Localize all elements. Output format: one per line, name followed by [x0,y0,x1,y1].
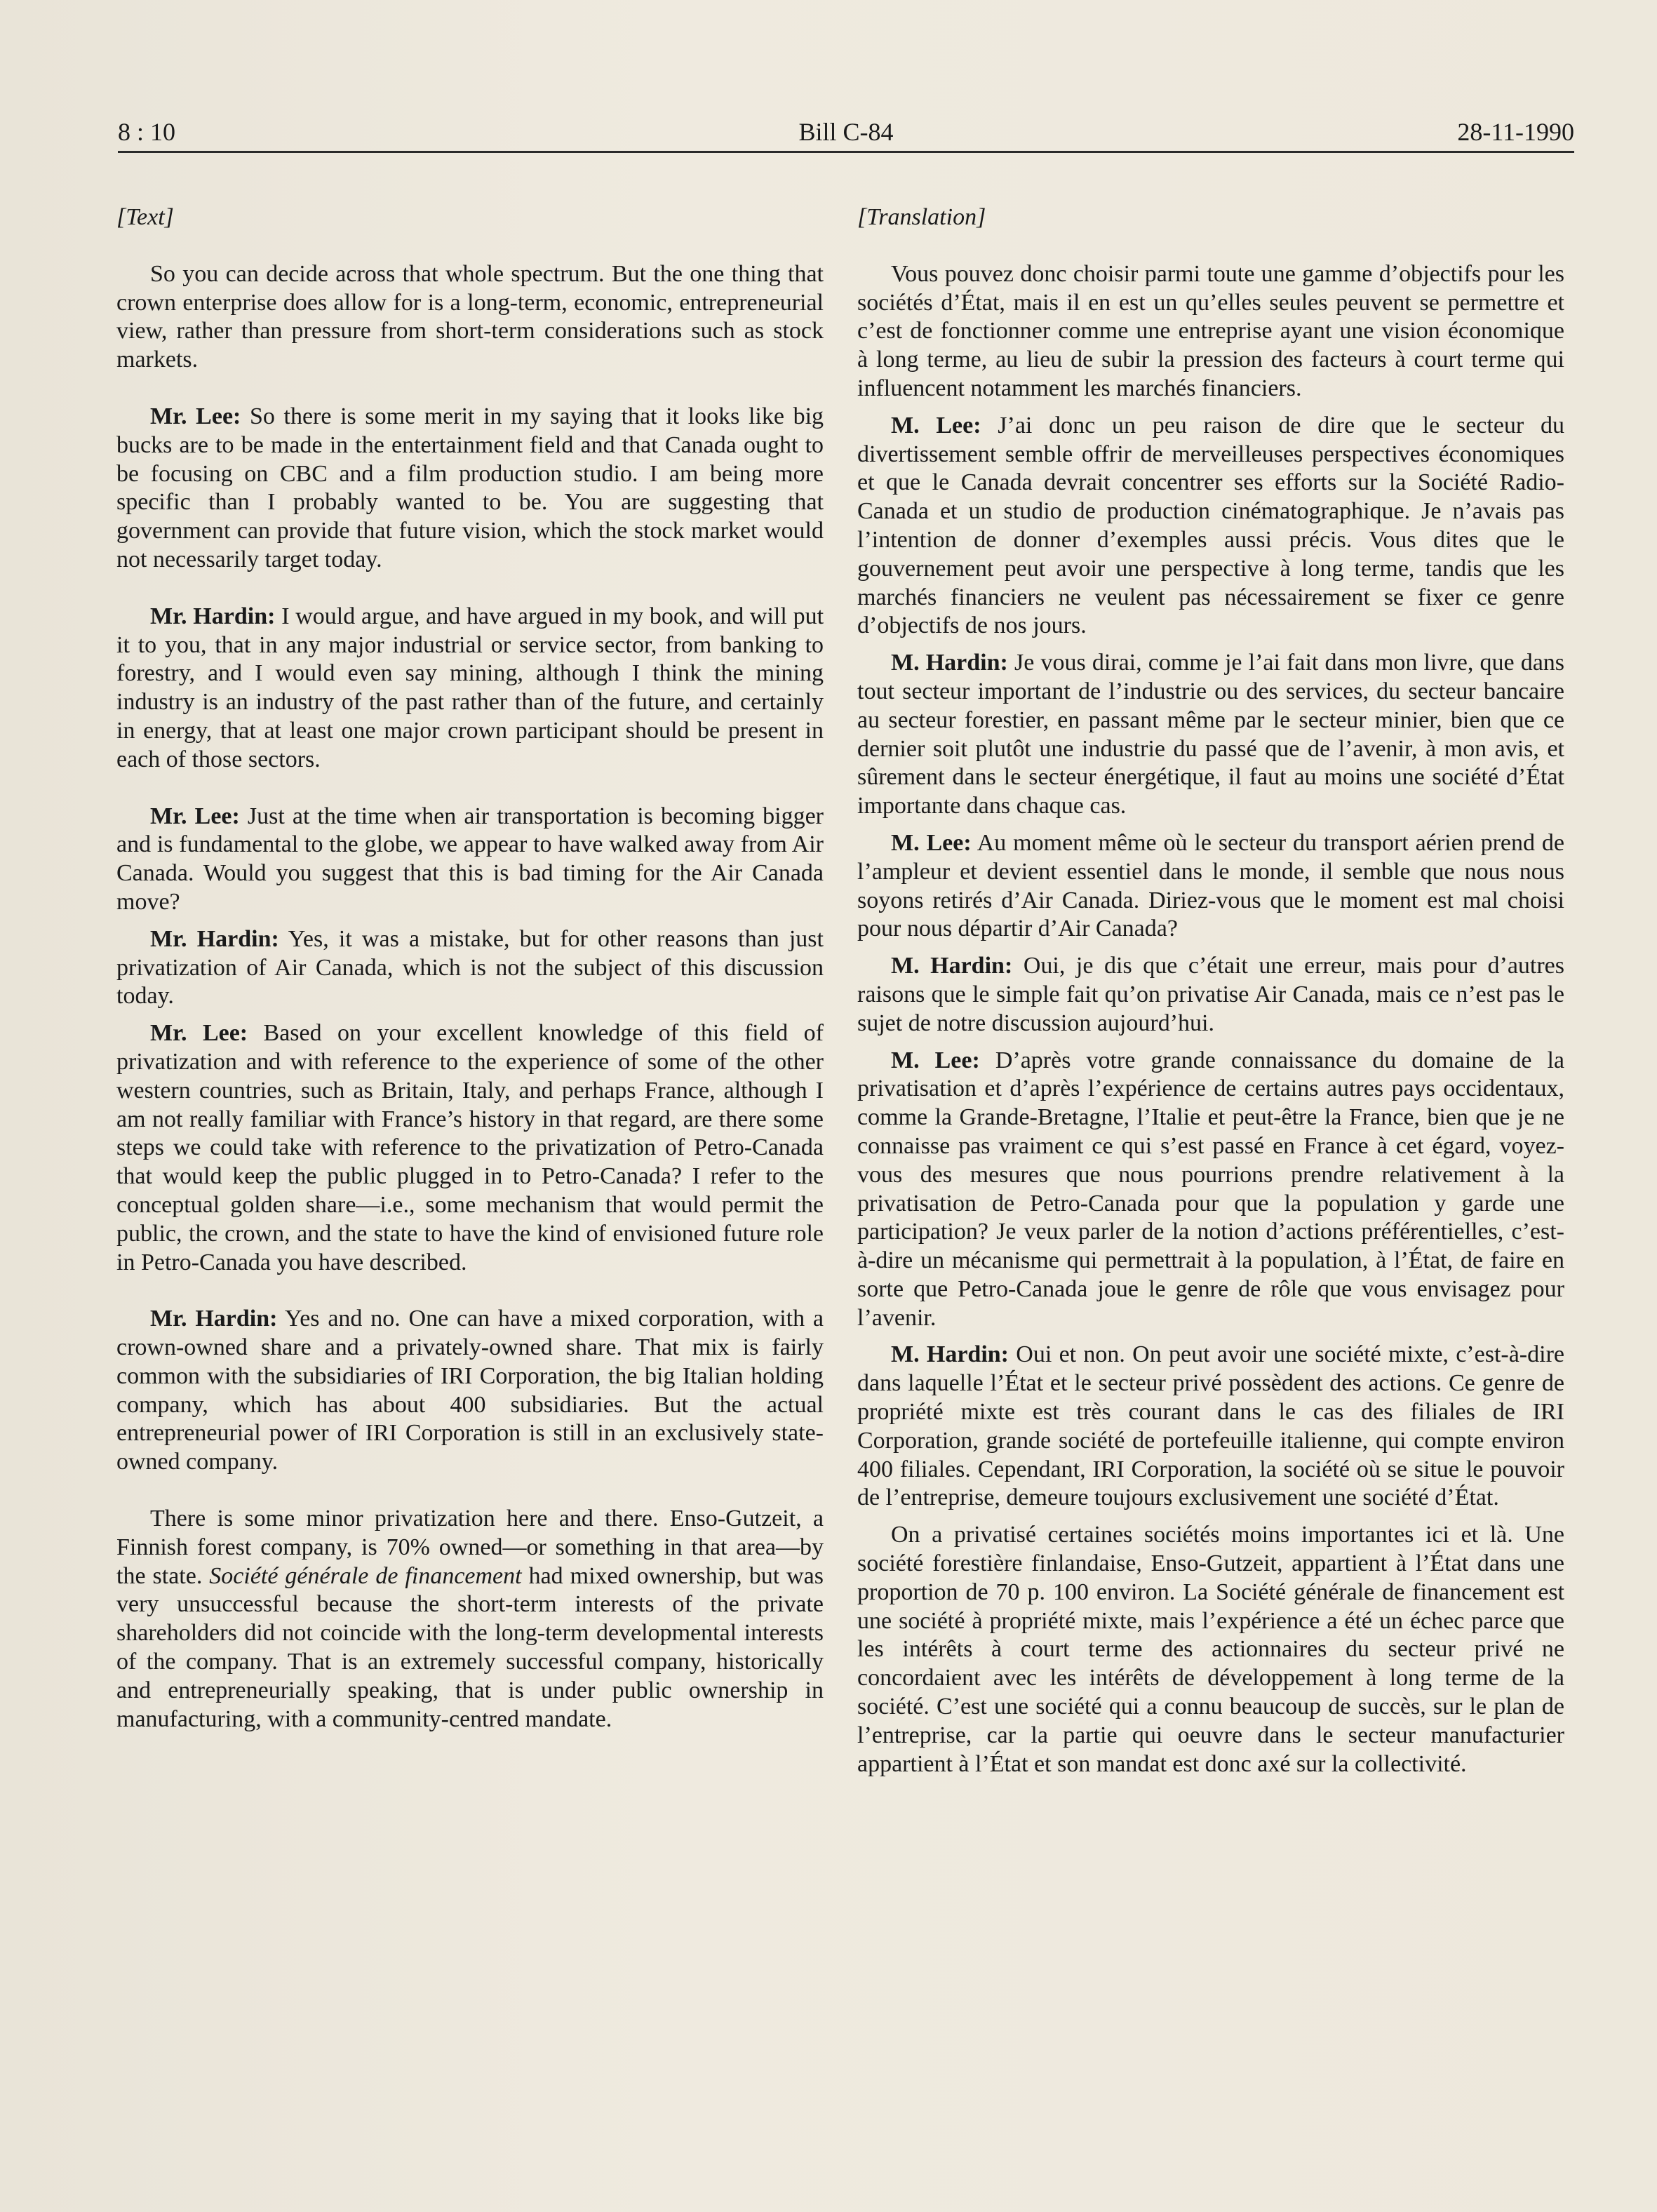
speaker-name: Mr. Hardin: [150,925,279,952]
italic-company-name: Société générale de financement [209,1562,522,1589]
page-number: 8 : 10 [118,118,176,146]
column-label-text: [Text] [116,204,174,230]
paragraph: So you can decide across that whole spectrum. But the one thing that crown enterprise does allow for is a long-term, economic, entrepreneurial view, rather than pressure from short-term considerations such as stock markets. [116,260,824,373]
french-column [857,203,1564,1787]
speaker-name: M. Lee: [891,829,972,856]
speaker-name: Mr. Hardin: [150,1306,278,1332]
paragraph: Mr. Hardin: Yes, it was a mistake, but for other reasons than just privatization of Air Canada, which is not the subject of this discussion today. [116,925,824,1010]
paragraph: Mr. Lee: Based on your excellent knowledge of this field of privatization and with reference to the experience of some of the other western countries, such as Britain, Italy, and perhaps France, although I am not really familiar with France’s history in that regard, are there some steps we could take with reference to the privatization of Petro-Canada that would keep the public plugged in to Petro-Canada? I refer to the conceptual golden share—i.e., some mechanism that would permit the public, the crown, and the state to have the kind of envisioned future role in Petro-Canada you have described. [116,1020,824,1275]
speaker-name: M. Lee: [891,412,981,438]
paragraph: Mr. Lee: So there is some merit in my saying that it looks like big bucks are to be made in the entertainment field and that Canada ought to be focusing on CBC and a film production studio. I am being more specific than I probably wanted to be. You are suggesting that government can provide that future vision, which the stock market would not necessarily target today. [116,403,824,572]
column-label-translation: [Translation] [857,204,986,230]
speaker-name: Mr. Lee: [150,803,240,829]
page-header [118,114,1574,153]
speaker-name: Mr. Hardin: [150,603,276,629]
paragraph: Mr. Hardin: Yes and no. One can have a mixed corporation, with a crown-owned share and a privately-owned share. That mix is fairly common with the subsidiaries of IRI Corporation, the big Italian holding company, which has about 400 subsidiaries. But the actual entrepreneurial power of IRI Corporation is still in an exclusively state-owned company. [116,1306,824,1475]
paragraph: Mr. Hardin: I would argue, and have argued in my book, and will put it to you, that in any major industrial or service sector, from banking to forestry, and I would even say mining, although I think the mining industry is an industry of the past rather than of the future, and certainly in energy, that at least one major crown participant should be present in each of those sectors. [116,603,824,772]
paragraph: M. Lee: Au moment même où le secteur du transport aérien prend de l’ampleur et devient essentiel dans le monde, il semble que nous nous soyons retirés d’Air Canada. Diriez-vous que le moment est mal choisi pour nous départir d’Air Canada? [857,829,1565,942]
header-date: 28-11-1990 [1457,118,1574,146]
paragraph: M. Lee: D’après votre grande connaissance du domaine de la privatisation et d’après l’expérience de certains autres pays occidentaux, comme la Grande-Bretagne, l’Italie et peut-être la France, bien que je ne connaisse pas vraiment ce qui s’est passé en France à cet égard, voyez-vous des mesures que nous pourrions prendre relativement à la privatisation de Petro-Canada pour que la population y garde une participation? Je veux parler de la notion d’actions préférentielles, c’est-à-dire un mécanisme qui permettrait à la population, à l’État, de faire en sorte que Petro-Canada joue le genre de rôle que vous envisagez pour l’avenir. [857,1047,1565,1331]
speaker-name: M. Hardin: [891,1341,1009,1368]
speaker-name: M. Lee: [891,1047,980,1073]
speaker-name: M. Hardin: [891,650,1008,676]
bill-title: Bill C-84 [798,118,894,146]
speaker-name: Mr. Lee: [150,403,241,429]
speaker-name: M. Hardin: [891,953,1013,979]
paragraph: Vous pouvez donc choisir parmi toute une gamme d’objectifs pour les sociétés d’État, mais il en est un qu’elles seules peuvent se permettre et c’est de fonctionner comme une entreprise ayant une vision économique à long terme, au lieu de subir la pression des facteurs à court terme qui influencent notamment les marchés financiers. [857,260,1564,401]
paragraph: M. Hardin: Oui et non. On peut avoir une société mixte, c’est-à-dire dans laquelle l’État et le secteur privé possèdent des actions. Ce genre de propriété mixte est très courant dans le cas des filiales de IRI Corporation, grande société de portefeuille italienne, qui compte environ 400 filiales. Cependant, IRI Corporation, la société où se situe le pouvoir de l’entreprise, demeure toujours exclusivement une société d’État. [857,1341,1564,1511]
paragraph: There is some minor privatization here and there. Enso-Gutzeit, a Finnish forest company, is 70% owned—or something in that area—by the state. Société générale de financement had mixed ownership, but was very unsuccessful because the short-term interests of the private shareholders did not coincide with the long-term developmental interests of the company. That is an extremely successful company, historically and entrepreneurially speaking, that is under public ownership in manufacturing, with a community-centred mandate. [116,1506,824,1732]
speaker-name: Mr. Lee: [150,1020,248,1047]
paragraph: On a privatisé certaines sociétés moins importantes ici et là. Une société forestière finlandaise, Enso-Gutzeit, appartient à l’État dans une proportion de 70 p. 100 environ. La Société générale de financement est une société à propriété mixte, mais l’expérience a été un échec parce que les intérêts à court terme des actionnaires du secteur privé ne concordaient avec les intérêts de développement à long terme de la société. C’est une société qui a connu beaucoup de succès, sur le plan de l’entreprise, car la partie qui oeuvre dans le secteur manufacturier appartient à l’État et son mandat est donc axé sur la collectivité. [857,1522,1564,1777]
paragraph: M. Hardin: Je vous dirai, comme je l’ai fait dans mon livre, que dans tout secteur important de l’industrie ou des services, du secteur bancaire au secteur forestier, en passant même par le secteur minier, bien que ce dernier soit plutôt une industrie du passé que de l’avenir, à mon avis, et sûrement dans le secteur énergétique, il faut au moins une société d’État importante dans chaque cas. [857,650,1565,819]
english-column [116,203,824,1762]
paragraph: Mr. Lee: Just at the time when air transportation is becoming bigger and is fundamental to the globe, we appear to have walked away from Air Canada. Would you suggest that this is bad timing for the Air Canada move? [116,803,824,915]
paragraph: M. Hardin: Oui, je dis que c’était une erreur, mais pour d’autres raisons que le simple fait qu’on privatise Air Canada, mais ce n’est pas le sujet de notre discussion aujourd’hui. [857,953,1565,1036]
paragraph: M. Lee: J’ai donc un peu raison de dire que le secteur du divertissement semble offrir de merveilleuses perspectives économiques et que le Canada devrait concentrer ses efforts sur la Société Radio-Canada et un studio de production cinématographique. Je n’avais pas l’intention de donner d’exemples aussi précis. Vous dites que le gouvernement peut avoir une perspective à long terme, tandis que les marchés financiers ne veulent pas nécessairement se fixer ce genre d’objectifs de nos jours. [857,412,1564,639]
